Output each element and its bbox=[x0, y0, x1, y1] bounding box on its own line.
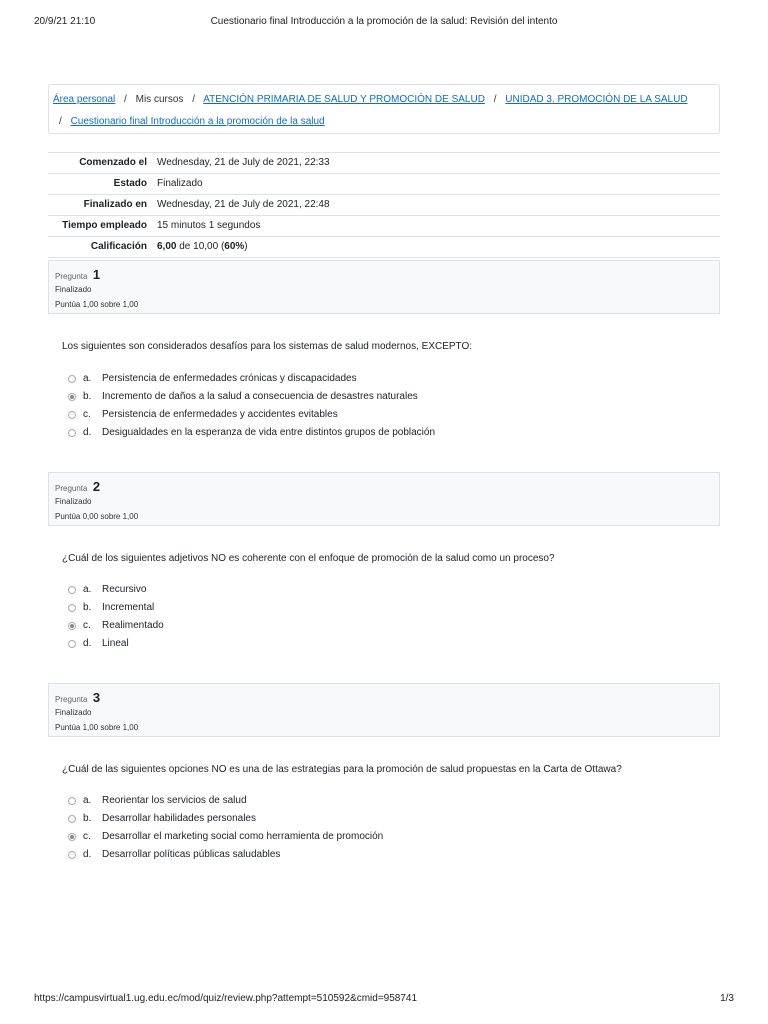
summary-key: Comenzado el bbox=[48, 153, 152, 174]
answer-option[interactable] bbox=[68, 372, 708, 390]
summary-value: 15 minutos 1 segundos bbox=[152, 216, 720, 237]
answer-text: Persistencia de enfermedades crónicas y discapacidades bbox=[102, 373, 357, 384]
summary-row-state bbox=[48, 174, 720, 195]
radio-button[interactable] bbox=[68, 815, 76, 823]
question-text-2: ¿Cuál de los siguientes adjetivos NO es coherente con el enfoque de promoción de la salud como un proceso? bbox=[62, 553, 555, 564]
question-grade: Puntúa 1,00 sobre 1,00 bbox=[55, 723, 139, 732]
grade-score: 6,00 bbox=[157, 241, 177, 252]
breadcrumb-separator: / bbox=[124, 94, 127, 105]
radio-button[interactable] bbox=[68, 375, 76, 383]
answer-option[interactable] bbox=[68, 794, 708, 812]
answer-letter: a. bbox=[83, 373, 92, 384]
question-number: 3 bbox=[92, 690, 101, 705]
answer-option[interactable] bbox=[68, 637, 708, 655]
radio-button-selected[interactable] bbox=[68, 833, 76, 841]
answer-text: Desarrollar el marketing social como herramienta de promoción bbox=[102, 831, 384, 842]
radio-button[interactable] bbox=[68, 586, 76, 594]
answer-letter: c. bbox=[83, 831, 91, 842]
answer-text: Realimentado bbox=[102, 620, 164, 631]
question-text-3: ¿Cuál de las siguientes opciones NO es una de las estrategias para la promoción de salud propuestas en la Carta de Ottawa? bbox=[62, 764, 622, 775]
answer-text: Desarrollar habilidades personales bbox=[102, 813, 256, 824]
question-state: Finalizado bbox=[55, 708, 92, 717]
grade-percent: 60% bbox=[224, 241, 245, 252]
answer-letter: c. bbox=[83, 620, 91, 631]
answer-letter: b. bbox=[83, 813, 92, 824]
answer-letter: c. bbox=[83, 409, 91, 420]
answer-option[interactable] bbox=[68, 848, 708, 866]
radio-button-selected[interactable] bbox=[68, 622, 76, 630]
print-page-number: 1/3 bbox=[720, 993, 734, 1004]
summary-key: Estado bbox=[48, 174, 152, 195]
question-info-2 bbox=[48, 472, 720, 526]
question-label: Pregunta bbox=[55, 695, 88, 704]
question-grade: Puntúa 1,00 sobre 1,00 bbox=[55, 300, 139, 309]
answer-option[interactable] bbox=[68, 583, 708, 601]
summary-row-time bbox=[48, 216, 720, 237]
answer-option[interactable] bbox=[68, 601, 708, 619]
answer-list-1 bbox=[68, 372, 708, 444]
answer-text: Desarrollar políticas públicas saludables bbox=[102, 849, 281, 860]
question-grade: Puntúa 0,00 sobre 1,00 bbox=[55, 512, 139, 521]
summary-value: Wednesday, 21 de July de 2021, 22:33 bbox=[152, 153, 720, 174]
answer-list-3 bbox=[68, 794, 708, 866]
answer-option[interactable] bbox=[68, 390, 708, 408]
print-header bbox=[34, 16, 734, 30]
answer-option[interactable] bbox=[68, 812, 708, 830]
radio-button[interactable] bbox=[68, 797, 76, 805]
answer-letter: d. bbox=[83, 638, 92, 649]
radio-button[interactable] bbox=[68, 604, 76, 612]
grade-rest: de 10,00 ( bbox=[176, 241, 225, 252]
summary-key: Tiempo empleado bbox=[48, 216, 152, 237]
question-label: Pregunta bbox=[55, 484, 88, 493]
question-info-1 bbox=[48, 260, 720, 314]
answer-letter: d. bbox=[83, 849, 92, 860]
question-number: 1 bbox=[92, 267, 101, 282]
summary-row-started bbox=[48, 153, 720, 174]
breadcrumb-area-personal[interactable]: Área personal bbox=[53, 94, 116, 105]
summary-row-grade bbox=[48, 237, 720, 258]
answer-text: Incremento de daños a la salud a consecuencia de desastres naturales bbox=[102, 391, 418, 402]
answer-text: Incremental bbox=[102, 602, 155, 613]
answer-text: Persistencia de enfermedades y accidentes evitables bbox=[102, 409, 338, 420]
question-state: Finalizado bbox=[55, 285, 92, 294]
breadcrumb-mis-cursos: Mis cursos bbox=[135, 94, 184, 105]
print-url: https://campusvirtual1.ug.edu.ec/mod/quiz/review.php?attempt=510592&cmid=958741 bbox=[34, 993, 418, 1004]
print-title: Cuestionario final Introducción a la promoción de la salud: Revisión del intento bbox=[210, 16, 558, 27]
breadcrumb-quiz[interactable]: Cuestionario final Introducción a la promoción de la salud bbox=[70, 116, 325, 127]
answer-option[interactable] bbox=[68, 619, 708, 637]
summary-row-finished bbox=[48, 195, 720, 216]
answer-letter: b. bbox=[83, 391, 92, 402]
breadcrumb-course[interactable]: ATENCIÓN PRIMARIA DE SALUD Y PROMOCIÓN DE SALUD bbox=[203, 94, 485, 105]
answer-letter: a. bbox=[83, 584, 92, 595]
breadcrumb bbox=[48, 84, 720, 134]
answer-option[interactable] bbox=[68, 830, 708, 848]
summary-value: Wednesday, 21 de July de 2021, 22:48 bbox=[152, 195, 720, 216]
summary-key: Finalizado en bbox=[48, 195, 152, 216]
radio-button[interactable] bbox=[68, 429, 76, 437]
question-state: Finalizado bbox=[55, 497, 92, 506]
answer-letter: b. bbox=[83, 602, 92, 613]
answer-letter: a. bbox=[83, 795, 92, 806]
breadcrumb-separator: / bbox=[59, 116, 62, 127]
question-number: 2 bbox=[92, 479, 101, 494]
breadcrumb-separator: / bbox=[493, 94, 497, 105]
question-label: Pregunta bbox=[55, 272, 88, 281]
question-text-1: Los siguientes son considerados desafíos para los sistemas de salud modernos, EXCEPTO: bbox=[62, 341, 473, 352]
print-date: 20/9/21 21:10 bbox=[34, 16, 96, 27]
attempt-summary-table bbox=[48, 152, 720, 258]
print-footer bbox=[34, 993, 734, 1007]
radio-button[interactable] bbox=[68, 851, 76, 859]
summary-value: Finalizado bbox=[152, 174, 720, 195]
answer-text: Desigualdades en la esperanza de vida entre distintos grupos de población bbox=[102, 427, 436, 438]
answer-option[interactable] bbox=[68, 408, 708, 426]
answer-letter: d. bbox=[83, 427, 92, 438]
radio-button[interactable] bbox=[68, 411, 76, 419]
summary-key: Calificación bbox=[48, 237, 152, 258]
grade-close: ) bbox=[244, 241, 248, 252]
answer-list-2 bbox=[68, 583, 708, 655]
answer-text: Reorientar los servicios de salud bbox=[102, 795, 247, 806]
answer-option[interactable] bbox=[68, 426, 708, 444]
radio-button[interactable] bbox=[68, 640, 76, 648]
summary-value bbox=[152, 237, 720, 258]
answer-text: Recursivo bbox=[102, 584, 147, 595]
breadcrumb-unit[interactable]: UNIDAD 3. PROMOCIÓN DE LA SALUD bbox=[505, 94, 688, 105]
breadcrumb-separator: / bbox=[192, 94, 195, 105]
question-info-3 bbox=[48, 683, 720, 737]
answer-text: Lineal bbox=[102, 638, 129, 649]
radio-button-selected[interactable] bbox=[68, 393, 76, 401]
